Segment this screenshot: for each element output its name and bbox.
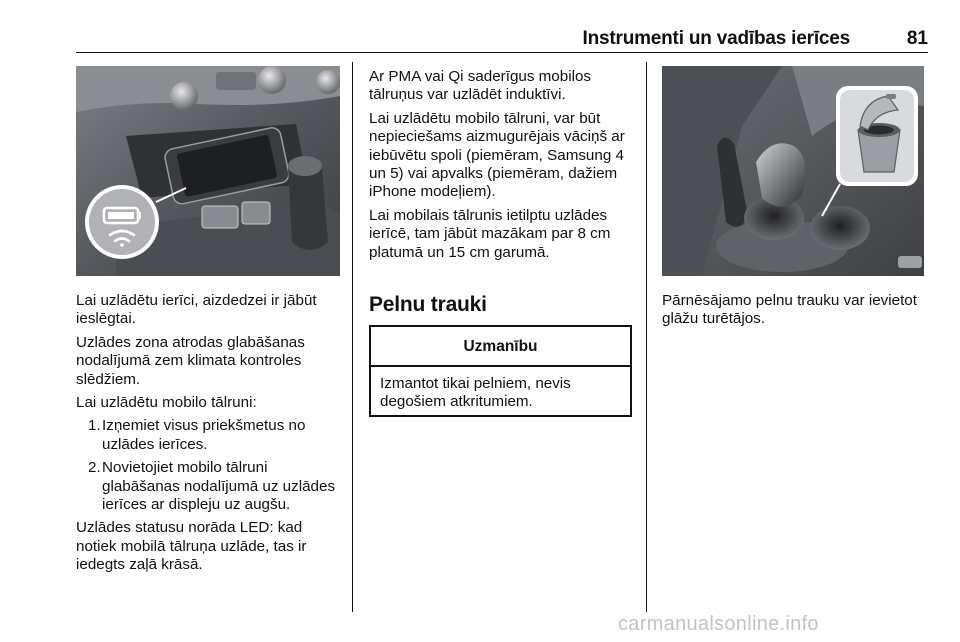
step-number: 1. [88, 417, 101, 435]
column-3-text [662, 292, 928, 334]
charging-steps-list [76, 417, 344, 514]
list-item [77, 459, 344, 514]
step-text: Izņemiet visus priekšmetus no uzlādes ierīces. [102, 417, 306, 453]
climate-knob [316, 70, 340, 94]
column-divider [352, 62, 353, 612]
gear-knob [756, 143, 806, 206]
list-item [77, 417, 344, 454]
column-divider [646, 62, 647, 612]
charging-pad-figure [76, 66, 340, 276]
paragraph: Lai uzlādētu mobilo tālruni: [76, 394, 257, 412]
caution-title: Uzmanību [371, 327, 630, 367]
step-number: 2. [88, 459, 101, 477]
paragraph: Lai mobilais tālrunis ietilptu uzlādes ierīcē, tam jābūt mazākam par 8 cm platumā un 15 cm garumā. [369, 206, 611, 261]
step-text: Novietojiet mobilo tālruni glabāšanas nodalījumā uz uzlādes ierīces ar displeju uz augšu. [102, 459, 336, 514]
header-rule [76, 52, 928, 53]
caution-box [369, 325, 632, 417]
ashtray-figure [662, 66, 924, 276]
paragraph: Uzlādes zona atrodas glabāšanas nodalījumā zem klimata kontroles slēdžiem. [76, 333, 305, 388]
paragraph: Lai uzlādētu ierīci, aizdedzei ir jābūt ieslēgtai. [76, 292, 317, 328]
caution-text: Izmantot tikai pelniem, nevis degošiem atkritumiem. [380, 375, 571, 411]
console-button [202, 206, 238, 228]
section-heading: Pelnu trauki [369, 293, 487, 316]
column-1-text [76, 292, 344, 580]
running-header-title: Instrumenti un vadības ierīces [582, 28, 850, 49]
paragraph: Lai uzlādētu mobilo tālruni, var būt nepieciešams aizmugurējais vāciņš ar iebūvētu spoli (piemēram, Samsung 4 un 5) vai apvalks (piemēram, dažiem iPhone modeļiem). [369, 109, 625, 201]
charging-pad-illustration [76, 66, 340, 276]
paragraph: Uzlādes statusu norāda LED: kad notiek mobilā tālruņa uzlāde, tas ir iedegts zaļā krāsā. [76, 519, 307, 574]
column-2-text [369, 68, 639, 267]
ashtray-illustration [662, 66, 924, 276]
cup-holder [810, 206, 870, 250]
climate-knob [170, 82, 198, 110]
console-button [242, 202, 270, 224]
paragraph: Pārnēsājamo pelnu trauku var ievietot glāžu turētājos. [662, 292, 917, 328]
watermark: carmanualsonline.info [618, 613, 819, 635]
paragraph: Ar PMA vai Qi saderīgus mobilos tālruņus var uzlādēt induktīvi. [369, 68, 591, 104]
page-number: 81 [906, 28, 928, 49]
climate-knob [258, 66, 286, 94]
